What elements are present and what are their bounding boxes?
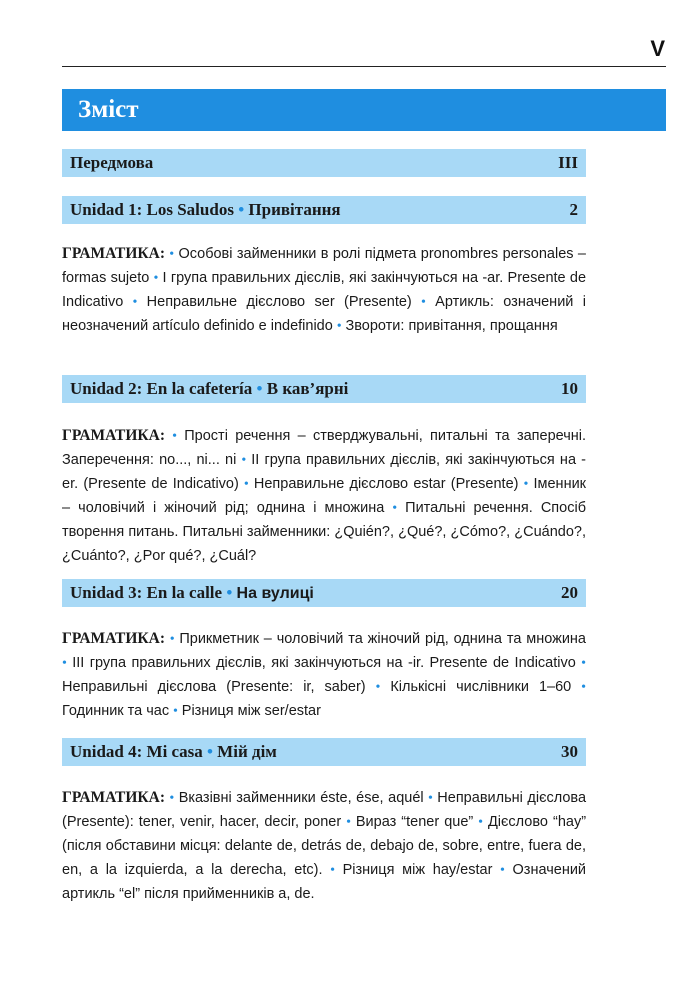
grammar-item: Вираз “tener que” xyxy=(355,814,474,830)
toc-entry-preface[interactable] xyxy=(62,149,586,177)
contents-banner xyxy=(62,89,666,131)
preface-page: III xyxy=(558,153,578,172)
bullet-icon: • xyxy=(169,791,175,806)
unit-4-title-es: Unidad 4: Mi casa xyxy=(70,742,203,761)
bullet-icon: • xyxy=(421,295,426,310)
bullet-icon: • xyxy=(62,656,67,671)
grammar-item: Дієслово “hay” (після обставини місця: delante de, detrás de, debajo de, sobre, entre, fuera de, en, a la izquierda, a la derecha, etc). xyxy=(62,814,587,878)
grammar-item: Іменник – чоловічий і жіночий рід; однина і множина xyxy=(62,476,587,516)
grammar-item: Неправильні дієслова (Presente): tener, venir, hacer, decir, poner xyxy=(62,790,587,830)
bullet-icon: • xyxy=(206,742,213,761)
bullet-icon: • xyxy=(173,704,178,719)
unit-2-grammar: ГРАМАТИКА: • Прості речення – стверджувальні, питальні та заперечні. Заперечення: no..., ni... ni • II група правильних дієслів, які закінчуються на -er. (Presente de Indicativo) • Неправильне дієслово estar (Presente) • Іменник – чоловічий і жіночий рід; однина і множина • Питальні речення. Спосіб творення питань. Питальні займенники: ¿Quién?, ¿Qué?, ¿Cómo?, ¿Cuándo?, ¿Cuánto?, ¿Por qué?, ¿Cuál? xyxy=(62,427,587,564)
bullet-icon: • xyxy=(243,477,249,492)
unit-1-title-es: Unidad 1: Los Saludos xyxy=(70,200,234,219)
toc-entry-unit-1[interactable] xyxy=(62,196,586,224)
grammar-item: Означений артикль “el” після прийменників a, de. xyxy=(62,862,587,902)
unit-3-title-es: Unidad 3: En la calle xyxy=(70,583,223,602)
grammar-item: Вказівні займенники éste, ése, aquél xyxy=(178,790,424,806)
bullet-icon: • xyxy=(581,656,586,671)
unit-4-grammar: ГРАМАТИКА: • Вказівні займенники éste, ése, aquél • Неправильні дієслова (Presente): tener, venir, hacer, decir, poner • Вираз “tener que” • Дієслово “hay” (після обставини місця: delante de, detrás de, debajo de, sobre, entre, fuera de, en, a la izquierda, a la derecha, etc). • Різниця між hay/estar • Означений артикль “el” після прийменників a, de. xyxy=(62,789,587,902)
toc-entry-unit-2[interactable] xyxy=(62,375,586,403)
unit-4-title-uk: Мій дім xyxy=(217,742,277,761)
toc-entry-unit-4[interactable] xyxy=(62,738,586,766)
bullet-icon: • xyxy=(478,815,484,830)
grammar-item: Годинник та час xyxy=(62,703,170,719)
bullet-icon: • xyxy=(500,863,505,878)
bullet-icon: • xyxy=(581,680,587,695)
grammar-item: Неправильне дієслово estar (Presente) xyxy=(253,476,519,492)
grammar-item: Різниця між ser/estar xyxy=(181,703,321,719)
grammar-item: Прикметник – чоловічий та жіночий рід, однина та множина xyxy=(179,631,586,647)
page-number: V xyxy=(650,36,665,61)
toc-entry-unit-3[interactable] xyxy=(62,579,586,607)
contents-title: Зміст xyxy=(78,96,139,123)
grammar-item: Артикль: означений і неозначений artículo definido e indefinido xyxy=(62,294,587,334)
grammar-item: Питальні речення. Спосіб творення питань. Питальні займенники: ¿Quién?, ¿Qué?, ¿Cómo?, ¿Cuándo?, ¿Cuánto?, ¿Por qué?, ¿Cuál? xyxy=(62,500,586,564)
preface-title: Передмова xyxy=(70,153,154,172)
unit-1-title-uk: Привітання xyxy=(248,200,341,219)
bullet-icon: • xyxy=(241,453,247,468)
unit-3-title-uk: На вулиці xyxy=(236,585,314,602)
bullet-icon: • xyxy=(169,632,175,647)
grammar-label: ГРАМАТИКА: xyxy=(62,245,165,262)
grammar-item: Звороти: привітання, прощання xyxy=(345,318,558,334)
unit-2-title-es: Unidad 2: En la cafetería xyxy=(70,379,253,398)
bullet-icon: • xyxy=(132,295,138,310)
unit-1-grammar xyxy=(62,242,586,338)
grammar-item: Різниця між hay/estar xyxy=(342,862,493,878)
grammar-item: II група правильних дієслів, які закінчуються на -er. (Presente de Indicativo) xyxy=(62,452,586,492)
bullet-icon: • xyxy=(346,815,351,830)
grammar-item: III група правильних дієслів, які закінчуються на -ir. Presente de Indicativo xyxy=(72,655,576,671)
bullet-icon: • xyxy=(428,791,433,806)
grammar-item: I група правильних дієслів, які закінчуються на -ar. Presente de Indicativo xyxy=(62,270,587,310)
unit-1-page: 2 xyxy=(569,200,578,219)
grammar-item: Неправильні дієслова (Presente: ir, saber) xyxy=(62,679,366,695)
grammar-item: Особові займенники в ролі підмета pronombres personales – formas sujeto xyxy=(62,246,586,286)
unit-2-page: 10 xyxy=(561,379,578,398)
bullet-icon: • xyxy=(392,501,398,516)
bullet-icon: • xyxy=(153,271,159,286)
bullet-icon: • xyxy=(238,200,245,219)
unit-2-title-uk: В кав’ярні xyxy=(266,379,349,398)
bullet-icon: • xyxy=(169,247,175,262)
bullet-icon: • xyxy=(256,379,263,398)
bullet-icon: • xyxy=(375,680,381,695)
bullet-icon: • xyxy=(172,429,178,444)
header-rule xyxy=(62,66,666,67)
unit-4-page: 30 xyxy=(561,742,578,761)
bullet-icon: • xyxy=(523,477,529,492)
grammar-item: Неправильне дієслово ser (Presente) xyxy=(146,294,412,310)
grammar-item: Кількісні числівники 1–60 xyxy=(390,679,572,695)
unit-3-page: 20 xyxy=(561,583,578,602)
bullet-icon: • xyxy=(226,583,233,602)
grammar-item: Прості речення – стверджувальні, питальні та заперечні. Заперечення: no..., ni... ni xyxy=(62,428,587,468)
unit-3-grammar: ГРАМАТИКА: • Прикметник – чоловічий та жіночий рід, однина та множина • III група правильних дієслів, які закінчуються на -ir. Presente de Indicativo • Неправильні дієслова (Presente: ir, saber) • Кількісні числівники 1–60 • Годинник та час • Різниця між ser/estar xyxy=(62,630,587,719)
bullet-icon: • xyxy=(336,319,342,334)
bullet-icon: • xyxy=(330,863,336,878)
